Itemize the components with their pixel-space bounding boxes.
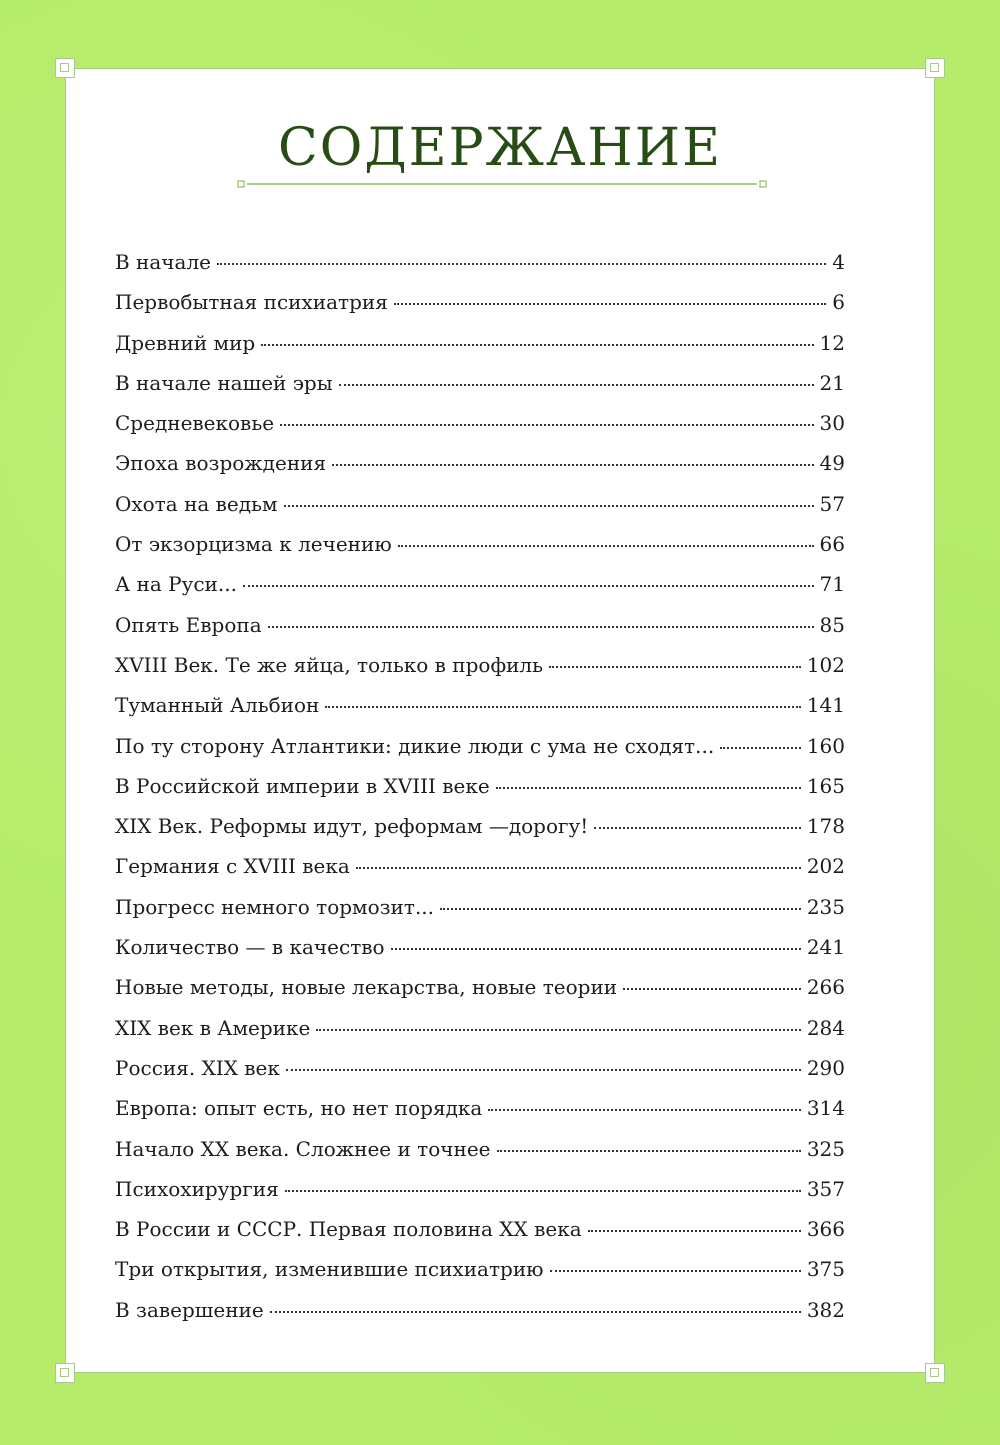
toc-leader-dots <box>280 424 814 426</box>
toc-entry-page: 178 <box>806 814 845 839</box>
toc-entry-page: 160 <box>806 733 845 758</box>
toc-entry-title: Первобытная психиатрия <box>115 290 388 315</box>
toc-entry-title: Новые методы, новые лекарства, новые теории <box>115 975 618 1000</box>
toc-leader-dots <box>594 827 801 829</box>
toc-entry-title: В России и СССР. Первая половина XX века <box>115 1217 582 1242</box>
corner-ornament <box>925 58 945 78</box>
toc-entry-page: 314 <box>806 1096 845 1121</box>
toc-leader-dots <box>588 1230 801 1232</box>
toc-leader-dots <box>316 1029 801 1031</box>
toc-entry-title: Психохирургия <box>115 1176 279 1201</box>
toc-entry <box>115 1016 845 1056</box>
toc-entry-page: 382 <box>806 1297 845 1322</box>
toc-entry <box>115 1257 845 1297</box>
title-divider-ornament <box>237 180 767 188</box>
toc-entry <box>115 774 845 814</box>
toc-leader-dots <box>394 303 826 305</box>
toc-entry <box>115 975 845 1015</box>
toc-entry-title: XVIII Век. Те же яйца, только в профиль <box>115 652 544 677</box>
toc-leader-dots <box>270 1311 801 1313</box>
toc-entry <box>115 693 845 733</box>
corner-ornament <box>925 1363 945 1383</box>
toc-entry-page: 12 <box>819 330 845 355</box>
toc-entry-page: 141 <box>806 693 845 718</box>
toc-entry-page: 6 <box>832 290 845 315</box>
toc-entry <box>115 250 845 290</box>
toc-entry <box>115 331 845 371</box>
toc-entry <box>115 613 845 653</box>
toc-entry-title: В начале нашей эры <box>115 370 333 395</box>
toc-leader-dots <box>440 908 801 910</box>
toc-entry-title: А на Руси... <box>115 572 237 597</box>
toc-leader-dots <box>217 263 826 265</box>
toc-entry-title: Европа: опыт есть, но нет порядка <box>115 1096 483 1121</box>
toc-leader-dots <box>285 1190 801 1192</box>
toc-entry <box>115 371 845 411</box>
toc-entry-page: 57 <box>819 491 845 516</box>
toc-entry-page: 30 <box>819 411 845 436</box>
corner-ornament <box>55 58 75 78</box>
toc-leader-dots <box>496 787 801 789</box>
toc-entry-title: Количество — в качество <box>115 935 385 960</box>
toc-entry-page: 71 <box>819 572 845 597</box>
toc-entry <box>115 1298 845 1338</box>
toc-leader-dots <box>261 344 813 346</box>
toc-leader-dots <box>623 988 801 990</box>
toc-leader-dots <box>339 384 814 386</box>
toc-leader-dots <box>286 1069 801 1071</box>
toc-entry-title: Прогресс немного тормозит... <box>115 894 435 919</box>
toc-entry <box>115 854 845 894</box>
toc-leader-dots <box>356 867 801 869</box>
toc-entry-title: По ту сторону Атлантики: дикие люди с ума не сходят... <box>115 733 715 758</box>
toc-entry-page: 165 <box>806 773 845 798</box>
toc-entry <box>115 1096 845 1136</box>
toc-entry-title: Германия с XVIII века <box>115 854 350 879</box>
toc-leader-dots <box>550 1270 801 1272</box>
toc-entry <box>115 492 845 532</box>
toc-entry <box>115 532 845 572</box>
toc-entry-title: XIX век в Америке <box>115 1015 311 1040</box>
toc-leader-dots <box>720 747 801 749</box>
toc-entry-title: От экзорцизма к лечению <box>115 532 392 557</box>
toc-entry-page: 375 <box>806 1257 845 1282</box>
toc-entry-page: 21 <box>819 370 845 395</box>
toc-entry-page: 357 <box>806 1176 845 1201</box>
toc-entry <box>115 734 845 774</box>
toc-leader-dots <box>243 585 814 587</box>
table-of-contents <box>115 250 845 1338</box>
toc-entry-title: Туманный Альбион <box>115 693 320 718</box>
toc-entry <box>115 1177 845 1217</box>
toc-entry-title: В завершение <box>115 1297 264 1322</box>
toc-entry-page: 4 <box>832 250 845 274</box>
toc-entry <box>115 1137 845 1177</box>
toc-leader-dots <box>549 666 801 668</box>
toc-entry <box>115 451 845 491</box>
toc-entry-title: Охота на ведьм <box>115 491 278 516</box>
toc-entry-page: 202 <box>806 854 845 879</box>
toc-entry <box>115 411 845 451</box>
corner-ornament <box>55 1363 75 1383</box>
toc-entry <box>115 290 845 330</box>
toc-entry-page: 235 <box>806 894 845 919</box>
toc-entry-page: 102 <box>806 652 845 677</box>
toc-leader-dots <box>488 1109 800 1111</box>
toc-entry-page: 85 <box>819 612 845 637</box>
toc-entry-title: Россия. XIX век <box>115 1055 280 1080</box>
toc-leader-dots <box>284 505 814 507</box>
toc-leader-dots <box>268 626 814 628</box>
toc-entry-title: Эпоха возрождения <box>115 451 327 476</box>
toc-leader-dots <box>497 1150 801 1152</box>
toc-entry-page: 66 <box>819 532 845 557</box>
toc-entry-page: 266 <box>806 975 845 1000</box>
toc-entry-title: Начало XX века. Сложнее и точнее <box>115 1136 491 1161</box>
toc-entry-title: В начале <box>115 250 211 274</box>
toc-entry <box>115 814 845 854</box>
toc-entry-page: 325 <box>806 1136 845 1161</box>
toc-entry <box>115 1056 845 1096</box>
toc-entry-page: 290 <box>806 1055 845 1080</box>
toc-entry-title: Опять Европа <box>115 612 262 637</box>
toc-entry-title: В Российской империи в XVIII веке <box>115 773 490 798</box>
toc-entry <box>115 653 845 693</box>
toc-entry-title: Три открытия, изменившие психиатрию <box>115 1257 544 1282</box>
toc-entry <box>115 895 845 935</box>
toc-entry-page: 241 <box>806 935 845 960</box>
toc-entry-title: XIX Век. Реформы идут, реформам —дорогу! <box>115 814 589 839</box>
toc-entry <box>115 935 845 975</box>
toc-entry-title: Средневековье <box>115 411 275 436</box>
toc-leader-dots <box>391 948 801 950</box>
toc-entry-title: Древний мир <box>115 330 256 355</box>
toc-entry <box>115 1217 845 1257</box>
toc-entry-page: 284 <box>806 1015 845 1040</box>
toc-leader-dots <box>398 545 814 547</box>
toc-leader-dots <box>325 706 800 708</box>
page-title: СОДЕРЖАНИЕ <box>277 118 723 178</box>
toc-entry-page: 49 <box>819 451 845 476</box>
toc-entry-page: 366 <box>806 1217 845 1242</box>
toc-leader-dots <box>332 464 813 466</box>
toc-entry <box>115 572 845 612</box>
